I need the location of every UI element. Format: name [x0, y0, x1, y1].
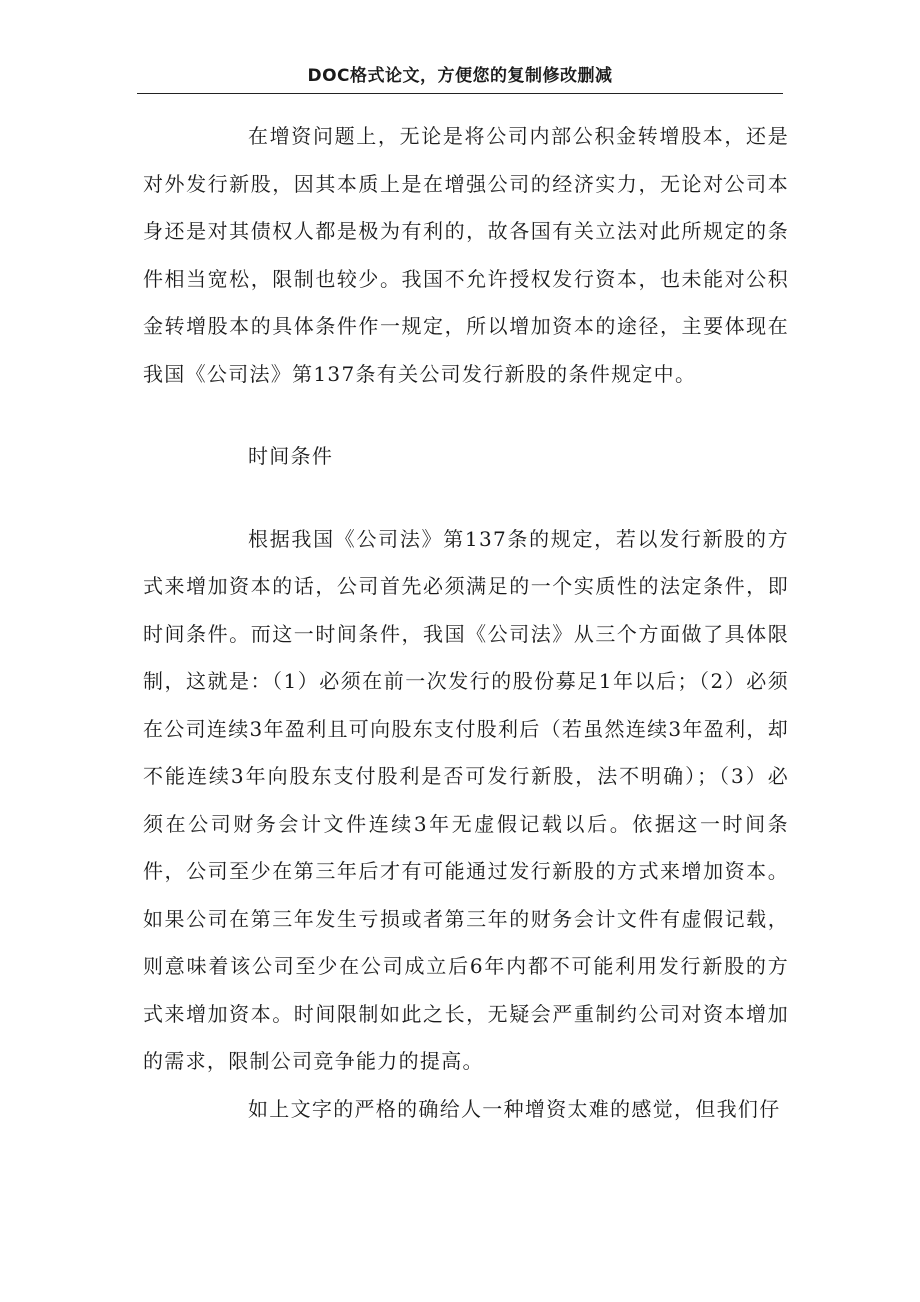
paragraph: 如上文字的严格的确给人一种增资太难的感觉，但我们仔: [248, 1096, 781, 1121]
section-heading: 时间条件: [248, 444, 334, 468]
page-header: [137, 60, 783, 94]
header-title: DOC格式论文，方便您的复制修改删减: [307, 66, 613, 86]
paragraph: 在增资问题上，无论是将公司内部公积金转增股本，还是对外发行新股，因其本质上是在增强公司的经济实力，无论对公司本身还是对其债权人都是极为有利的，故各国有关立法对此所规定的条件相当宽松，限制也较少。我国不允许授权发行资本，也未能对公积金转增股本的具体条件作一规定，所以增加资本的途径，主要体现在我国《公司法》第137条有关公司发行新股的条件规定中。: [143, 124, 789, 386]
document-body: [143, 113, 789, 1133]
paragraph: 根据我国《公司法》第137条的规定，若以发行新股的方式来增加资本的话，公司首先必须满足的一个实质性的法定条件，即时间条件。而这一时间条件，我国《公司法》从三个方面做了具体限制，这就是：（1）必须在前一次发行的股份募足1年以后；（2）必须在公司连续3年盈利且可向股东支付股利后（若虽然连续3年盈利，却不能连续3年向股东支付股利是否可发行新股，法不明确）；（3）必须在公司财务会计文件连续3年无虚假记载以后。依据这一时间条件，公司至少在第三年后才有可能通过发行新股的方式来增加资本。如果公司在第三年发生亏损或者第三年的财务会计文件有虚假记载，则意味着该公司至少在公司成立后6年内都不可能利用发行新股的方式来增加资本。时间限制如此之长，无疑会严重制约公司对资本增加的需求，限制公司竞争能力的提高。: [143, 526, 789, 1073]
